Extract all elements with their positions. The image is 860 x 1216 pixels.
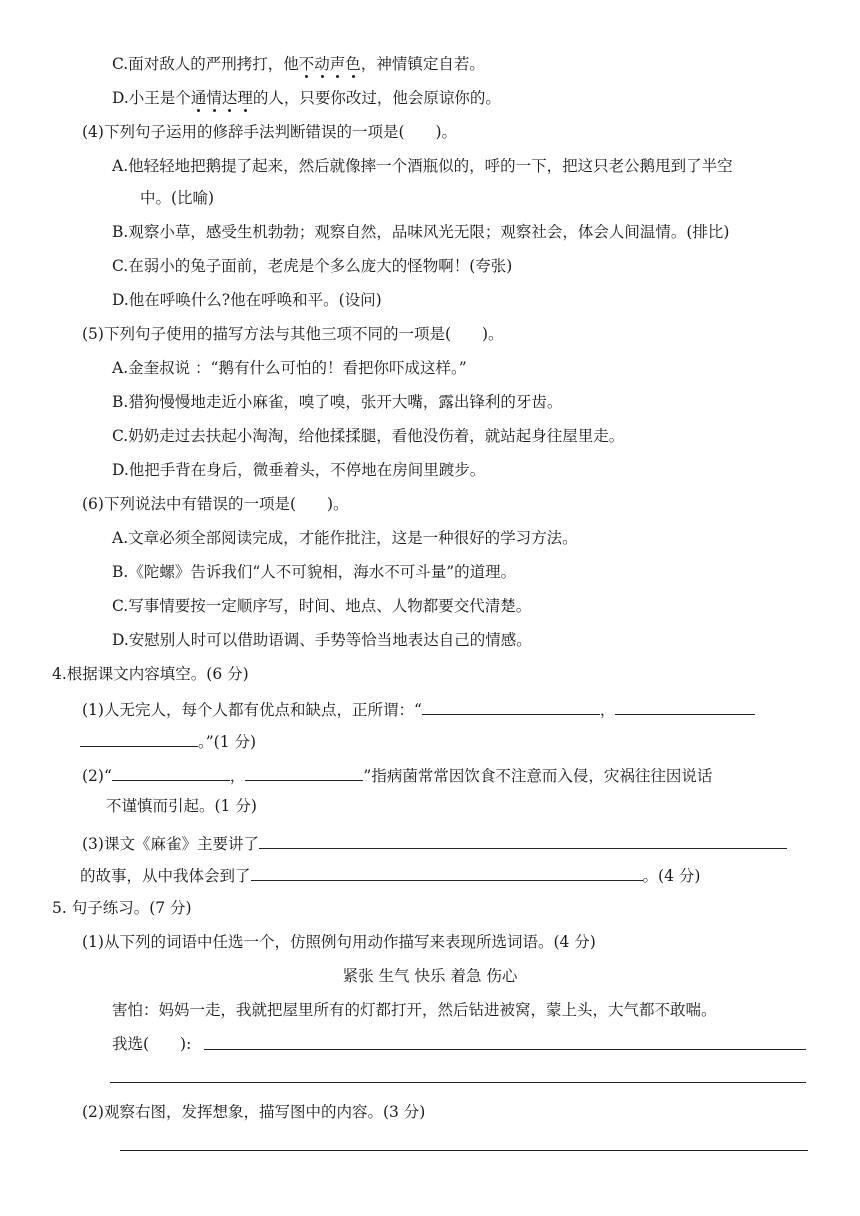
word-options: [0, 966, 860, 986]
fill-4-1: [82, 698, 755, 720]
option-text: D.小王是个: [112, 89, 191, 107]
option-text: ，神情镇定自若。: [360, 55, 485, 73]
option-6-c: C.写事情要按一定顺序写，时间、地点、人物都要交代清楚。: [112, 597, 532, 615]
option-6-a: A.文章必须全部阅读完成，才能作批注，这是一种很好的学习方法。: [112, 529, 578, 547]
fill-text: 。”(1 分): [198, 733, 257, 751]
emphasis-char: 达: [221, 89, 238, 107]
answer-blank[interactable]: [112, 764, 230, 781]
fill-4-1-cont: [80, 730, 256, 752]
question-5-2-stem: (2)观察右图，发挥想象，描写图中的内容。(3 分): [82, 1103, 426, 1121]
fill-text: (2)“: [82, 767, 112, 785]
question-4-stem: (4)下列句子运用的修辞手法判断错误的一项是( )。: [82, 123, 458, 141]
fill-text: ”指病菌常常因饮食不注意而入侵，灾祸往往因说话: [363, 767, 713, 785]
answer-blank[interactable]: [245, 764, 363, 781]
answer-line[interactable]: [120, 1150, 808, 1151]
fill-text: 。(4 分): [642, 867, 701, 885]
fill-text: 的故事，从中我体会到了: [80, 867, 251, 885]
choose-label: 我选( ):: [112, 1035, 192, 1053]
answer-line[interactable]: [204, 1049, 806, 1050]
emphasis-char: 不: [298, 55, 315, 73]
word-option: 伤心: [486, 967, 518, 985]
word-option: 着急: [450, 967, 482, 985]
option-4-c: C.在弱小的兔子面前，老虎是个多么庞大的怪物啊！(夸张): [112, 257, 513, 275]
emphasis-char: 通: [190, 89, 207, 107]
fill-4-2-cont: 不谨慎而引起。(1 分): [106, 797, 257, 815]
fill-text: (3)课文《麻雀》主要讲了: [82, 835, 259, 853]
answer-blank[interactable]: [251, 864, 643, 881]
fill-4-3-cont: [80, 864, 700, 886]
question-6-stem: (6)下列说法中有错误的一项是( )。: [82, 495, 349, 513]
fill-4-2: [82, 764, 712, 786]
option-4-b: B.观察小草，感受生机勃勃；观察自然，品味风光无限；观察社会，体会人间温情。(排比): [112, 223, 730, 241]
answer-blank[interactable]: [615, 698, 755, 715]
fill-4-3: [82, 832, 787, 854]
fill-text: (1)人无完人，每个人都有优点和缺点，正所谓：“: [82, 701, 422, 719]
option-4-a-cont: 中。(比喻): [140, 189, 215, 207]
section-4-title: 4.根据课文内容填空。(6 分): [52, 665, 249, 683]
word-option: 快乐: [414, 967, 446, 985]
answer-line[interactable]: [110, 1082, 806, 1083]
word-option: 生气: [378, 967, 410, 985]
answer-blank[interactable]: [259, 832, 787, 849]
question-5-stem: (5)下列句子使用的描写方法与其他三项不同的一项是( )。: [82, 325, 504, 343]
section-5-title: 5. 句子练习。(7 分): [52, 899, 192, 917]
emphasis-char: 声: [329, 55, 346, 73]
option-4-a: A.他轻轻地把鹅提了起来，然后就像摔一个酒瓶似的，呼的一下，把这只老公鹅甩到了半空: [112, 157, 733, 175]
answer-blank[interactable]: [422, 698, 600, 715]
emphasis-char: 色: [345, 55, 361, 73]
option-text: C.面对敌人的严刑拷打，他: [112, 55, 299, 73]
option-3-d: [112, 88, 501, 108]
emphasis-char: 理: [237, 89, 253, 107]
option-3-c: [112, 54, 485, 74]
option-5-a: A.金奎叔说 ：“鹅有什么可怕的！看把你吓成这样。”: [112, 359, 467, 377]
fill-text: ，: [599, 701, 616, 719]
option-text: 的人，只要你改过，他会原谅你的。: [252, 89, 501, 107]
option-5-d: D.他把手背在身后，微垂着头，不停地在房间里踱步。: [112, 461, 486, 479]
fill-text: ，: [229, 767, 246, 785]
question-5-1-stem: (1)从下列的词语中任选一个，仿照例句用动作描写来表现所选词语。(4 分): [82, 933, 596, 951]
example-sentence: 害怕：妈妈一走，我就把屋里所有的灯都打开，然后钻进被窝，蒙上头，大气都不敢喘。: [112, 1001, 717, 1019]
emphasis-char: 动: [314, 55, 330, 73]
option-6-d: D.安慰别人时可以借助语调、手势等恰当地表达自己的情感。: [112, 631, 532, 649]
option-6-b: B.《陀螺》告诉我们“人不可貌相，海水不可斗量”的道理。: [112, 563, 517, 581]
answer-blank[interactable]: [80, 730, 198, 747]
option-5-b: B.猎狗慢慢地走近小麻雀，嗅了嗅，张开大嘴，露出锋利的牙齿。: [112, 393, 563, 411]
word-option: 紧张: [342, 967, 374, 985]
emphasis-char: 情: [206, 89, 222, 107]
option-4-d: D.他在呼唤什么?他在呼唤和平。(设问): [112, 291, 382, 309]
option-5-c: C.奶奶走过去扶起小淘淘，给他揉揉腿，看他没伤着，就站起身往屋里走。: [112, 427, 625, 445]
